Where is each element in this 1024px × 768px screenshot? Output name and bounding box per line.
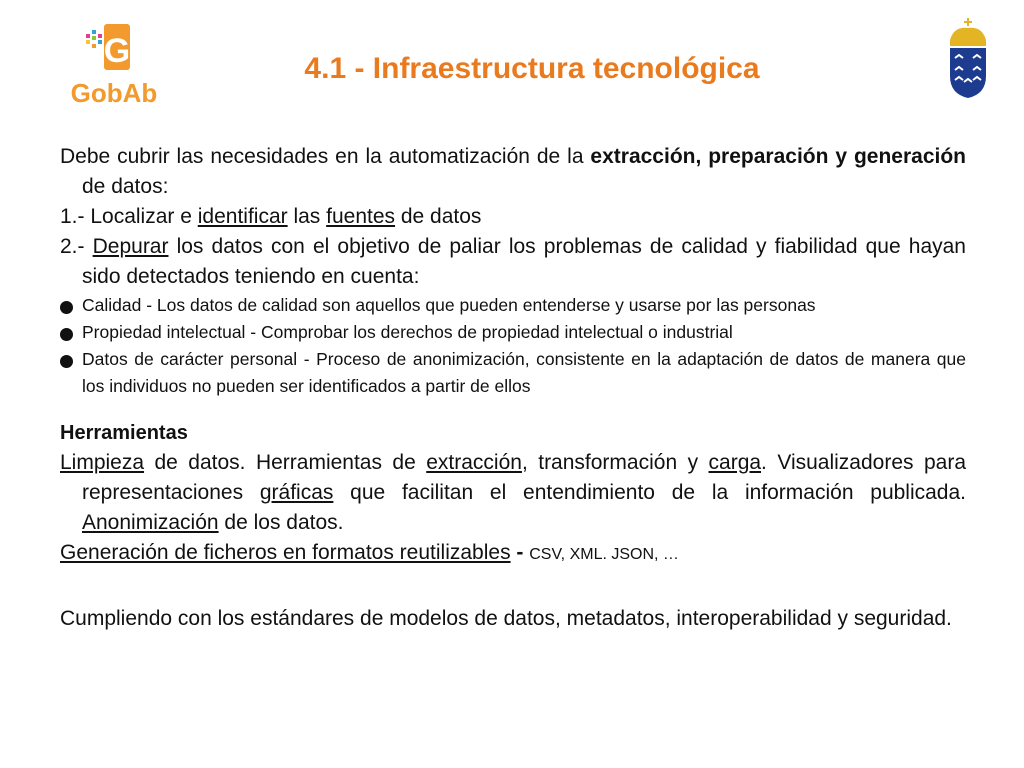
logo-wordmark: GobAb — [70, 78, 158, 108]
formats-line: Generación de ficheros en formatos reutilizables - CSV, XML. JSON, … — [60, 541, 679, 564]
bullet-item: Propiedad intelectual - Comprobar los derechos de propiedad intelectual o industrial — [60, 319, 966, 346]
slide-title: 4.1 - Infraestructura tecnológica — [304, 52, 760, 85]
bullet-item: Calidad - Los datos de calidad son aquellos que pueden entenderse y usarse por las personas — [60, 292, 966, 319]
bullet-icon — [60, 328, 73, 341]
bullet-icon — [60, 301, 73, 314]
bullet-icon — [60, 355, 73, 368]
step-2: 2.- Depurar los datos con el objetivo de paliar los problemas de calidad y fiabilidad que hayan sido detectados teniendo en cuenta: — [60, 235, 966, 288]
tools-heading: Herramientas — [60, 422, 188, 444]
logo-letter: G — [103, 32, 131, 70]
intro-paragraph: Debe cubrir las necesidades en la automatización de la extracción, preparación y generación de datos: — [60, 145, 966, 198]
step-1: 1.- Localizar e identificar las fuentes de datos — [60, 205, 482, 228]
slide-body — [60, 142, 966, 634]
closing-paragraph: Cumpliendo con los estándares de modelos de datos, metadatos, interoperabilidad y seguridad. — [60, 607, 952, 630]
tools-paragraph: Limpieza de datos. Herramientas de extracción, transformación y carga. Visualizadores para representaciones gráficas que facilitan el entendimiento de la información publicada. Anonimización de los datos. — [60, 451, 967, 534]
bullet-item: Datos de carácter personal - Proceso de anonimización, consistente en la adaptación de datos de manera que los individuos no pueden ser identificados a partir de ellos — [60, 346, 966, 400]
